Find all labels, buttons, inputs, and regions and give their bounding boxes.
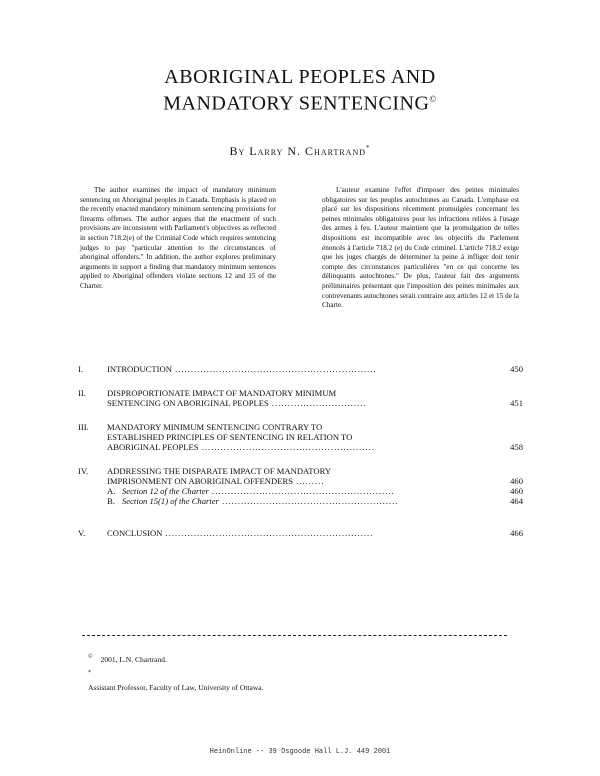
toc-line: IMPRISONMENT ON ABORIGINAL OFFENDERS — [107, 476, 293, 486]
toc-line: SENTENCING ON ABORIGINAL PEOPLES — [107, 398, 269, 408]
toc-number: I. — [78, 364, 84, 374]
toc-subentry-section-15: B. Section 15(1) of the Charter ........................................................ — [107, 496, 399, 506]
toc-title: CONCLUSION .................................................................. — [107, 528, 374, 538]
toc-number: V. — [78, 528, 86, 538]
title-line-1: ABORIGINAL PEOPLES AND — [164, 66, 436, 88]
abstract-english: The author examines the impact of mandatory minimum sentencing on Aboriginal peoples in Canada. Emphasis is placed on the recently enacted mandatory minimum sentencing provisions for firearms offenses. The author argues that the enactment of such provisions are inconsistent with Parliament's objectives as reflected in section 718.2(e) of the Criminal Code which requires sentencing judges to pay "particular attention to the circumstances of aboriginal offenders." In addition, the author explores preliminary arguments in support a finding that mandatory minimum sentences applied to Aboriginal offenders violate sections 12 and 15 of the Charter. — [80, 186, 276, 290]
toc-page: 458 — [510, 442, 523, 452]
toc-line: CONCLUSION — [107, 528, 163, 538]
toc-sub-text: Section 15(1) of the Charter — [122, 496, 219, 506]
footnote-author-mark: * — [88, 669, 92, 676]
footnote-affiliation — [88, 668, 263, 693]
footnote-divider — [82, 635, 507, 636]
toc-subentry-section-12: A. Section 12 of the Charter .......................................................... — [107, 486, 395, 496]
toc-line: ABORIGINAL PEOPLES — [107, 442, 199, 452]
abstract-french: L'auteur examine l'effet d'imposer des peines minimales obligatoires sur les peuples autochtones au Canada. L'emphase est placé sur les dispositions récemment promulgées concernant les peines minimales obligatoires pour les infractions reliées à l'usage des armes à feu. L'auteur maintient que la promulgation de telles dispositions est incompatible avec les objectifs du Parlement énoncés à l'article 718.2 (e) du Code criminel. L'article 718.2 exige que les juges chargés de déterminer la peine à infliger doit tenir compte des circonstances particulières "en ce qui concerne les délinquants autochtones." De plus, l'auteur fait des arguments préliminaires présentant que l'imposition des peines minimales aux contrevenants autochtones serait contraire aux articles 12 et 15 de la Charte. — [322, 186, 519, 310]
footnote-copyright — [88, 652, 167, 665]
toc-line: DISPROPORTIONATE IMPACT OF MANDATORY MINIMUM — [107, 388, 337, 398]
toc-title: INTRODUCTION ................................................................ — [107, 364, 377, 374]
author-byline — [0, 144, 600, 159]
toc-number: III. — [78, 422, 89, 432]
toc-page: 460 — [510, 486, 523, 496]
copyright-mark: © — [429, 94, 437, 104]
toc-title: DISPROPORTIONATE IMPACT OF MANDATORY MINIMUM SENTENCING ON ABORIGINAL PEOPLES .............................. — [107, 388, 497, 408]
toc-line: INTRODUCTION — [107, 364, 172, 374]
toc-sub-label: A. — [107, 486, 116, 496]
page-footer: HeinOnline -- 39 Osgoode Hall L.J. 449 2001 — [209, 748, 391, 756]
author-name: By Larry N. Chartrand — [229, 144, 367, 158]
footnote-affiliation-text: Assistant Professor, Faculty of Law, University of Ottawa. — [88, 682, 264, 692]
toc-line: ADDRESSING THE DISPARATE IMPACT OF MANDATORY — [107, 466, 332, 476]
toc-line: ESTABLISHED PRINCIPLES OF SENTENCING IN RELATION TO — [107, 432, 353, 442]
toc-line: MANDATORY MINIMUM SENTENCING CONTRARY TO — [107, 422, 323, 432]
author-footnote-mark: * — [366, 144, 371, 152]
toc-page: 464 — [510, 496, 523, 506]
toc-title: ADDRESSING THE DISPARATE IMPACT OF MANDATORY IMPRISONMENT ON ABORIGINAL OFFENDERS ......... — [107, 466, 497, 486]
footnote-copyright-mark: © — [88, 653, 93, 660]
toc-page: 466 — [510, 528, 523, 538]
toc-number: II. — [78, 388, 86, 398]
toc-page: 460 — [510, 476, 523, 486]
title-line-2-text: MANDATORY SENTENCING — [163, 92, 430, 115]
toc-page: 450 — [510, 364, 523, 374]
footnote-copyright-text: 2001, L.N. Chartrand. — [100, 654, 167, 664]
toc-title: MANDATORY MINIMUM SENTENCING CONTRARY TO ESTABLISHED PRINCIPLES OF SENTENCING IN RELATION TO ABORIGINAL PEOPLES ....................................................... — [107, 422, 497, 452]
article-title — [0, 66, 600, 115]
title-line-2 — [0, 88, 600, 115]
toc-sub-text: Section 12 of the Charter — [122, 486, 209, 496]
toc-sub-label: B. — [107, 496, 115, 506]
toc-number: IV. — [78, 466, 89, 476]
toc-page: 451 — [510, 398, 523, 408]
